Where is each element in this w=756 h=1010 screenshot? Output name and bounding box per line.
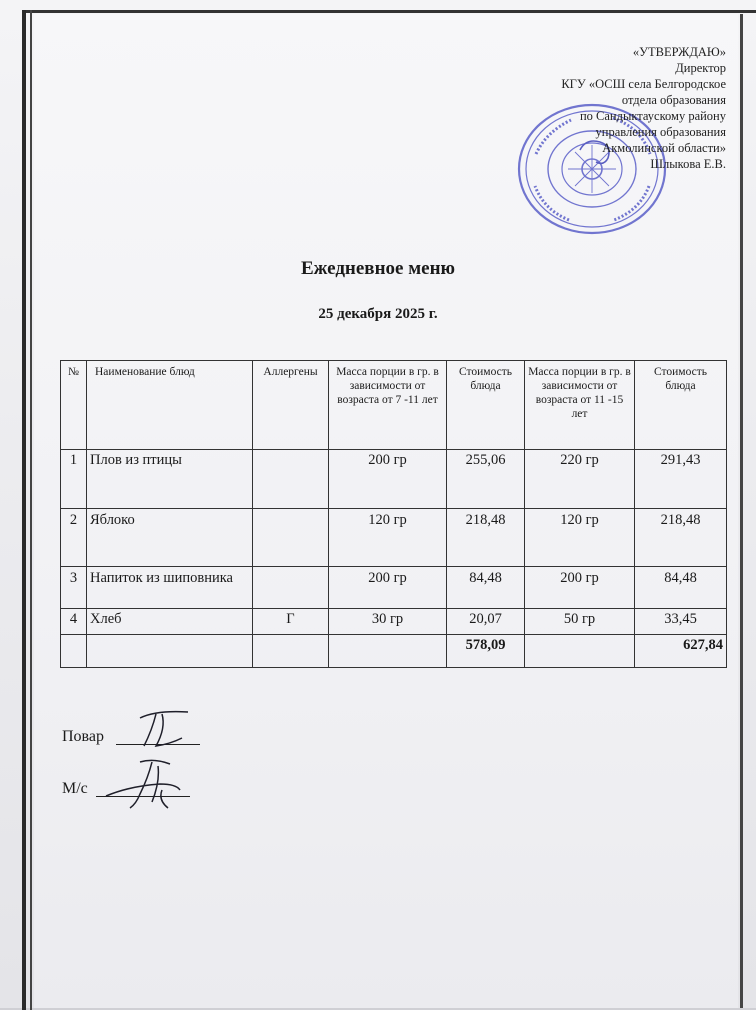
cell-cost-7-11: 218,48 xyxy=(447,509,525,567)
totals-row xyxy=(61,635,727,668)
nurse-handwritten-signature xyxy=(100,756,186,812)
cell-cost-7-11: 84,48 xyxy=(447,567,525,609)
total-cost-7-11: 578,09 xyxy=(447,635,525,668)
cell-mass-11-15: 220 гр xyxy=(525,450,635,509)
cell-number: 3 xyxy=(61,567,87,609)
header-cost-7-11: Стоимость блюда xyxy=(447,361,525,450)
cell-allergens: Г xyxy=(253,609,329,635)
cell-allergens xyxy=(253,567,329,609)
cell-dish-name: Яблоко xyxy=(87,509,253,567)
cell-allergens xyxy=(253,509,329,567)
menu-date: 25 декабря 2025 г. xyxy=(318,306,438,322)
cook-handwritten-signature xyxy=(126,706,196,750)
header-cost-11-15: Стоимость блюда xyxy=(635,361,727,450)
cell-dish-name: Напиток из шиповника xyxy=(87,567,253,609)
cell-mass-11-15: 50 гр xyxy=(525,609,635,635)
cook-label: Повар xyxy=(62,728,104,745)
cell-cost-7-11: 20,07 xyxy=(447,609,525,635)
frame-left-edge xyxy=(22,10,26,1010)
table-row xyxy=(61,567,727,609)
cell-empty xyxy=(329,635,447,668)
table-header-row xyxy=(61,361,727,450)
cell-cost-7-11: 255,06 xyxy=(447,450,525,509)
cell-cost-11-15: 33,45 xyxy=(635,609,727,635)
cell-dish-name: Хлеб xyxy=(87,609,253,635)
approval-line: Директор xyxy=(675,61,726,75)
approval-line: КГУ «ОСШ села Белгородское xyxy=(561,77,726,91)
cell-cost-11-15: 84,48 xyxy=(635,567,727,609)
frame-right-edge xyxy=(740,14,743,1008)
cell-number: 2 xyxy=(61,509,87,567)
cell-mass-11-15: 200 гр xyxy=(525,567,635,609)
table-row xyxy=(61,509,727,567)
cell-empty xyxy=(253,635,329,668)
table-row xyxy=(61,450,727,509)
approval-line: по Сандыктаускому району xyxy=(579,109,726,123)
cell-mass-7-11: 200 гр xyxy=(329,450,447,509)
page-title: Ежедневное меню xyxy=(300,258,456,279)
approval-line: Шлыкова Е.В. xyxy=(650,157,726,171)
cell-mass-7-11: 200 гр xyxy=(329,567,447,609)
cell-cost-11-15: 291,43 xyxy=(635,450,727,509)
approval-line: отдела образования xyxy=(621,93,726,107)
cell-dish-name: Плов из птицы xyxy=(87,450,253,509)
approval-line: «УТВЕРЖДАЮ» xyxy=(632,45,726,59)
header-number: № xyxy=(61,361,87,450)
cell-empty xyxy=(525,635,635,668)
cell-empty xyxy=(61,635,87,668)
table-row xyxy=(61,609,727,635)
cell-cost-11-15: 218,48 xyxy=(635,509,727,567)
frame-left-inner-edge xyxy=(30,10,32,1010)
nurse-label: М/с xyxy=(62,780,88,797)
header-allergens: Аллергены xyxy=(253,361,329,450)
cell-number: 4 xyxy=(61,609,87,635)
cell-number: 1 xyxy=(61,450,87,509)
cell-allergens xyxy=(253,450,329,509)
cell-empty xyxy=(87,635,253,668)
approval-line: управления образования xyxy=(595,125,726,139)
header-dish-name: Наименование блюд xyxy=(87,361,253,450)
approval-block xyxy=(466,44,726,172)
total-cost-11-15: 627,84 xyxy=(635,635,727,668)
cell-mass-7-11: 120 гр xyxy=(329,509,447,567)
frame-top-edge xyxy=(22,10,756,13)
menu-table xyxy=(60,360,727,668)
cell-mass-11-15: 120 гр xyxy=(525,509,635,567)
approval-line: Акмолинской области» xyxy=(602,141,726,155)
header-mass-11-15: Масса порции в гр. в зависимости от возраста от 11 -15 лет xyxy=(525,361,635,450)
header-mass-7-11: Масса порции в гр. в зависимости от возраста от 7 -11 лет xyxy=(329,361,447,450)
cell-mass-7-11: 30 гр xyxy=(329,609,447,635)
